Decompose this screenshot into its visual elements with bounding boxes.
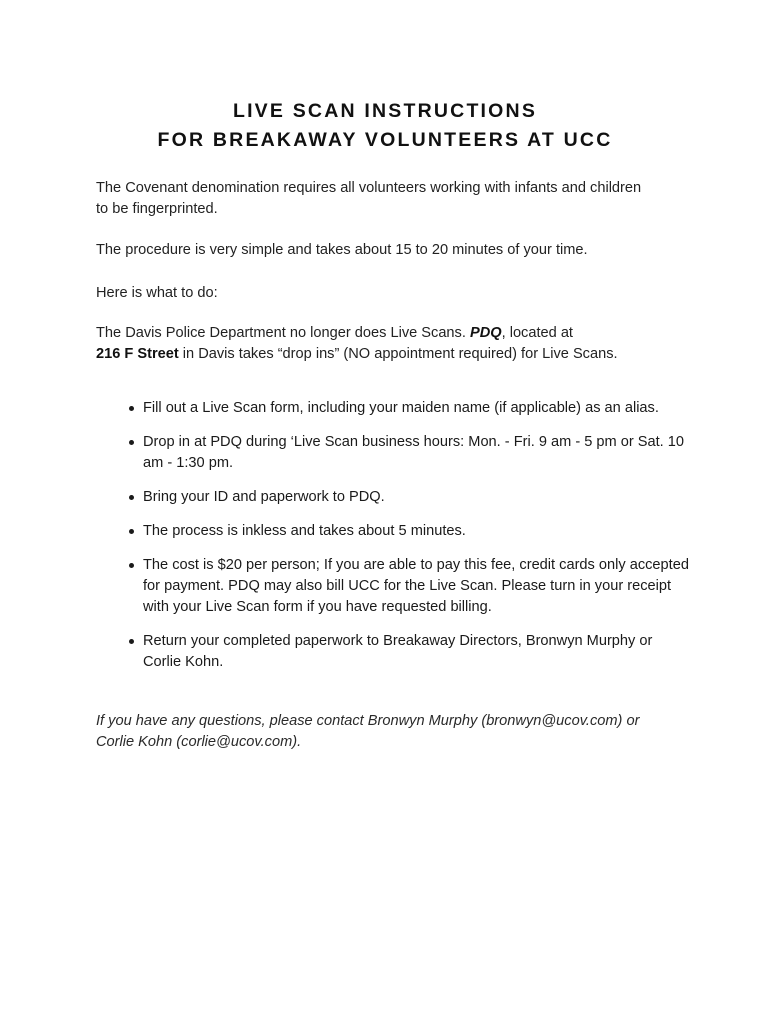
list-item <box>129 521 689 542</box>
procedure-paragraph: The procedure is very simple and takes about 15 to 20 minutes of your time. <box>96 242 588 258</box>
bullet-icon <box>129 406 134 411</box>
contact-footer: If you have any questions, please contact Bronwyn Murphy (bronwyn@ucov.com) or Corlie Kohn (corlie@ucov.com). <box>96 713 640 750</box>
step-text: The process is inkless and takes about 5 minutes. <box>143 523 466 539</box>
step-text: Bring your ID and paperwork to PDQ. <box>143 489 385 505</box>
list-item <box>129 555 689 618</box>
list-item <box>129 398 689 419</box>
what-to-do-paragraph: Here is what to do: <box>96 285 218 301</box>
pdq-name: PDQ <box>469 325 502 341</box>
bullet-icon <box>129 563 134 568</box>
bullet-icon <box>129 529 134 534</box>
title-line-2: FOR BREAKAWAY VOLUNTEERS AT UCC <box>157 129 613 151</box>
intro-paragraph: The Covenant denomination requires all volunteers working with infants and children to be fingerprinted. <box>96 180 642 217</box>
bullet-icon <box>129 639 134 644</box>
steps-list <box>129 398 689 686</box>
step-text: Fill out a Live Scan form, including your maiden name (if applicable) as an alias. <box>143 400 659 416</box>
step-text: Drop in at PDQ during ‘Live Scan business hours: Mon. - Fri. 9 am - 5 pm or Sat. 10 am - 1:30 pm. <box>143 434 685 471</box>
list-item <box>129 432 689 474</box>
location-text-2: , located at <box>501 325 573 341</box>
title-line-1: LIVE SCAN INSTRUCTIONS <box>232 100 538 122</box>
location-text-3: in Davis takes “drop ins” (NO appointment required) for Live Scans. <box>178 346 618 362</box>
step-text: The cost is $20 per person; If you are able to pay this fee, credit cards only accepted for payment. PDQ may also bill UCC for the Live Scan. Please turn in your receipt with your Live Scan form if you have requested billing. <box>143 557 689 615</box>
location-text-1: The Davis Police Department no longer does Live Scans. <box>96 325 470 341</box>
bullet-icon <box>129 495 134 500</box>
step-text: Return your completed paperwork to Breakaway Directors, Bronwyn Murphy or Corlie Kohn. <box>143 633 653 670</box>
pdq-address: 216 F Street <box>96 346 179 362</box>
list-item <box>129 487 689 508</box>
bullet-icon <box>129 440 134 445</box>
location-paragraph <box>96 323 696 365</box>
list-item <box>129 631 689 673</box>
